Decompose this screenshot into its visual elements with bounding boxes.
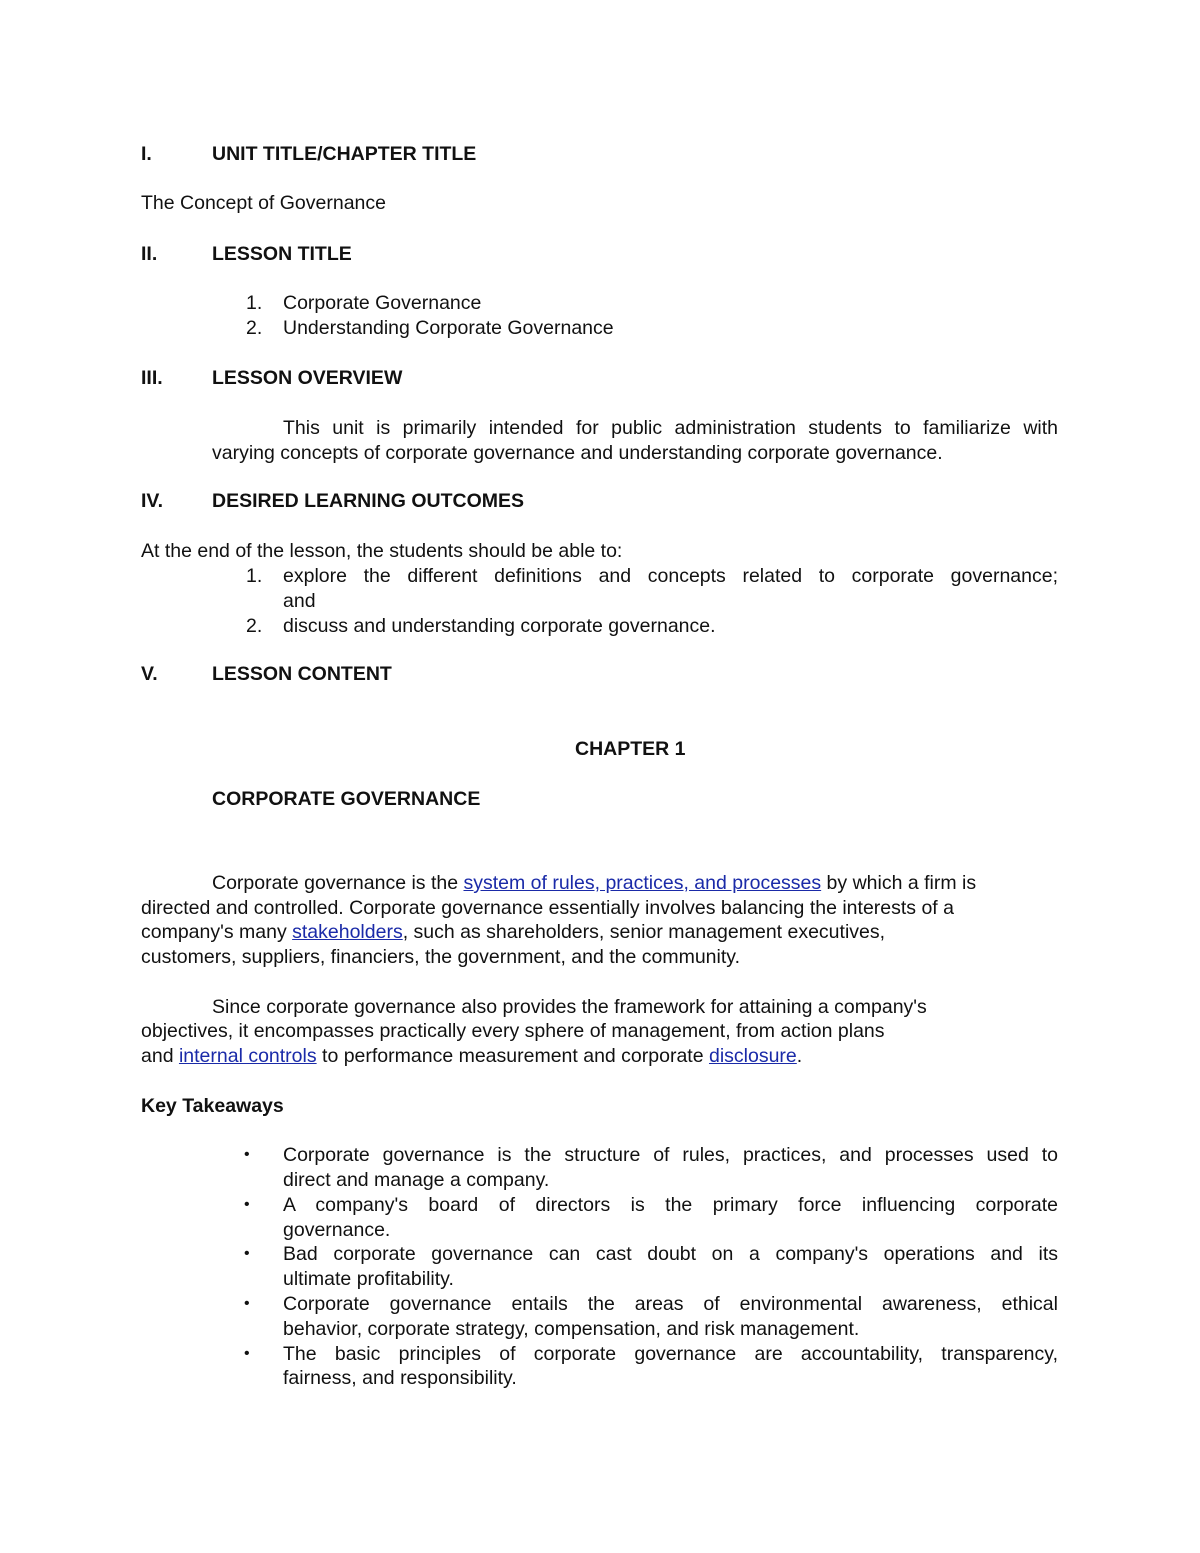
bullet-icon: • (244, 1146, 250, 1163)
bullet-text: Bad corporate governance can cast doubt on a company's operations and its (283, 1243, 1058, 1265)
system-of-rules-link[interactable]: system of rules, practices, and processes (463, 872, 822, 894)
overview-line: varying concepts of corporate governance and understanding corporate governance. (212, 442, 943, 464)
list-text-continued: and (283, 590, 316, 612)
section-number: V. (141, 663, 158, 685)
bullet-icon: • (244, 1245, 250, 1262)
bullet-text-continued: fairness, and responsibility. (283, 1367, 517, 1389)
list-text: Corporate Governance (283, 292, 482, 314)
text-run: Corporate governance is the (212, 872, 464, 894)
text-run: company's many (141, 921, 293, 943)
list-number: 2. (246, 615, 263, 637)
section-title: LESSON OVERVIEW (212, 367, 403, 389)
text-run: . (796, 1045, 803, 1067)
key-takeaways-heading: Key Takeaways (141, 1095, 284, 1117)
paragraph-line (141, 1044, 802, 1068)
section-title: UNIT TITLE/CHAPTER TITLE (212, 143, 477, 165)
text-run: , such as shareholders, senior management executives, (402, 921, 886, 943)
list-number: 1. (246, 565, 263, 587)
paragraph-line (141, 920, 885, 944)
list-number: 2. (246, 317, 263, 339)
bullet-icon: • (244, 1345, 250, 1362)
paragraph-line: directed and controlled. Corporate governance essentially involves balancing the interests of a (141, 897, 954, 919)
outcomes-intro: At the end of the lesson, the students should be able to: (141, 540, 623, 562)
bullet-text: Corporate governance is the structure of rules, practices, and processes used to (283, 1144, 1058, 1166)
section-title: DESIRED LEARNING OUTCOMES (212, 490, 525, 512)
bullet-text-continued: direct and manage a company. (283, 1169, 550, 1191)
unit-title-text: The Concept of Governance (141, 192, 386, 214)
bullet-text-continued: governance. (283, 1219, 391, 1241)
bullet-icon: • (244, 1196, 250, 1213)
section-number: I. (141, 143, 152, 165)
paragraph-line: customers, suppliers, financiers, the government, and the community. (141, 946, 740, 968)
section-number: III. (141, 367, 163, 389)
section-title: LESSON TITLE (212, 243, 352, 265)
overview-line: This unit is primarily intended for public administration students to familiarize with (283, 417, 1058, 439)
stakeholders-link[interactable]: stakeholders (292, 921, 403, 943)
paragraph-line (212, 871, 976, 895)
list-text: discuss and understanding corporate governance. (283, 615, 716, 637)
bullet-text-continued: ultimate profitability. (283, 1268, 454, 1290)
bullet-text-continued: behavior, corporate strategy, compensation, and risk management. (283, 1318, 860, 1340)
section-number: II. (141, 243, 158, 265)
list-text: explore the different definitions and concepts related to corporate governance; (283, 565, 1058, 587)
disclosure-link[interactable]: disclosure (708, 1045, 797, 1067)
bullet-text: Corporate governance entails the areas of environmental awareness, ethical (283, 1293, 1058, 1315)
chapter-label: CHAPTER 1 (575, 738, 686, 760)
paragraph-line: Since corporate governance also provides the framework for attaining a company's (212, 996, 927, 1018)
list-text: Understanding Corporate Governance (283, 317, 614, 339)
list-number: 1. (246, 292, 263, 314)
text-run: and (141, 1045, 179, 1067)
internal-controls-link[interactable]: internal controls (178, 1045, 317, 1067)
text-run: by which a firm is (821, 872, 977, 894)
bullet-icon: • (244, 1295, 250, 1312)
bullet-text: A company's board of directors is the primary force influencing corporate (283, 1194, 1058, 1216)
text-run: to performance measurement and corporate (316, 1045, 709, 1067)
bullet-text: The basic principles of corporate governance are accountability, transparency, (283, 1343, 1058, 1365)
chapter-title: CORPORATE GOVERNANCE (212, 788, 481, 810)
paragraph-line: objectives, it encompasses practically every sphere of management, from action plans (141, 1020, 885, 1042)
section-number: IV. (141, 490, 164, 512)
section-title: LESSON CONTENT (212, 663, 392, 685)
